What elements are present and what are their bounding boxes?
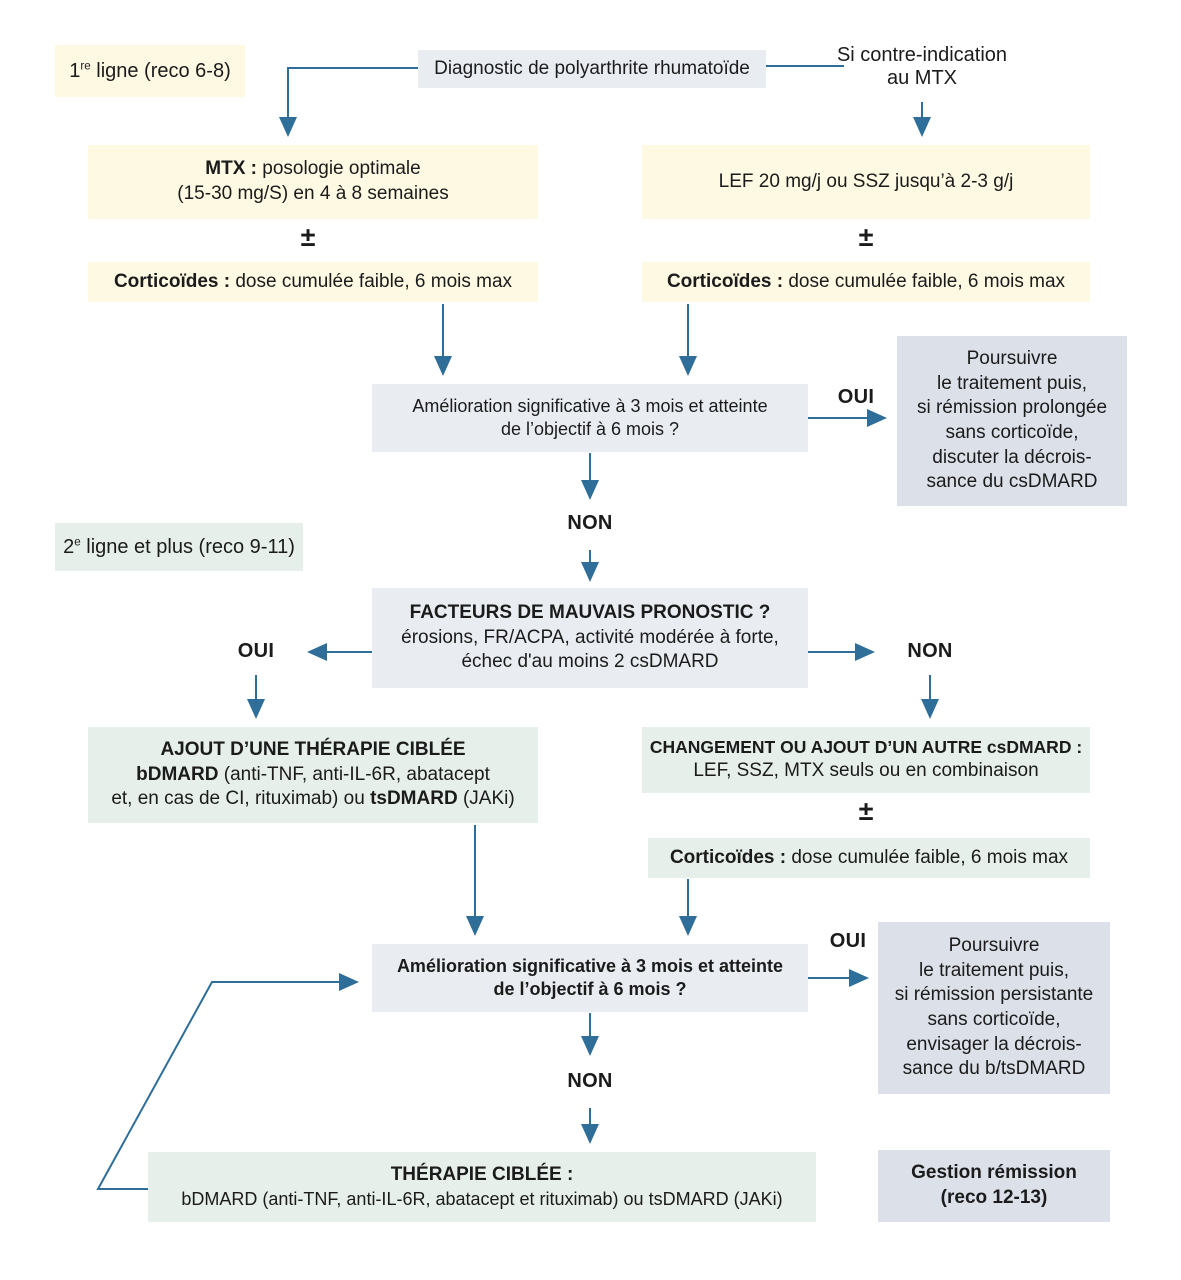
targeted-add-line3: et, en cas de CI, rituximab) ou tsDMARD (JAKi): [111, 788, 515, 810]
corticosteroid-box-3: [648, 838, 1090, 878]
csdmard-change-box: [642, 727, 1090, 793]
continue2-line: le traitement puis,: [919, 959, 1069, 981]
contraindication-line2: au MTX: [886, 67, 958, 89]
plus-minus-3: ±: [858, 796, 874, 826]
plus-minus-2: ±: [858, 222, 874, 252]
continue1-line: Poursuivre: [966, 347, 1058, 369]
prognostic-line2: érosions, FR/ACPA, activité modérée à forte,: [401, 626, 779, 648]
non-label-3: NON: [567, 1070, 613, 1092]
edge-diagnostic-to-mtx: [288, 68, 420, 134]
csdmard-change-title: CHANGEMENT OU AJOUT D’UN AUTRE csDMARD :: [649, 737, 1083, 758]
corticosteroid-box-1: [88, 262, 538, 302]
mtx-line1: MTX : posologie optimale: [205, 158, 421, 180]
decision2-line1: Amélioration significative à 3 mois et atteinte: [396, 955, 784, 976]
continue2-line: sans corticoïde,: [927, 1009, 1061, 1030]
targeted-therapy-box: [148, 1152, 816, 1222]
lef-text: LEF 20 mg/j ou SSZ jusqu’à 2-3 g/j: [718, 170, 1014, 192]
stage1-label: [55, 45, 245, 97]
remission-line1: Gestion rémission: [911, 1162, 1077, 1184]
targeted-add-line2: bDMARD (anti-TNF, anti-IL-6R, abatacept: [136, 763, 490, 785]
continue2-line: si rémission persistante: [894, 984, 1094, 1006]
targeted-therapy-title: THÉRAPIE CIBLÉE :: [390, 1163, 574, 1185]
continue2-line: Poursuivre: [948, 934, 1040, 956]
mtx-box: [88, 145, 538, 219]
oui-label-2: OUI: [237, 640, 275, 662]
contraindication-note: [822, 44, 1022, 90]
stage2-label: [55, 523, 303, 571]
diagnostic-box: [418, 50, 766, 88]
decision-box-2: [372, 944, 808, 1012]
oui-label-3: OUI: [829, 930, 867, 952]
prognostic-line3: échec d'au moins 2 csDMARD: [461, 651, 719, 673]
corticosteroid-box-2: [642, 262, 1090, 302]
continue1-line: sans corticoïde,: [945, 422, 1079, 443]
continue2-line: sance du b/tsDMARD: [902, 1058, 1086, 1080]
targeted-therapy-add-box: [88, 727, 538, 823]
csdmard-change-line2: LEF, SSZ, MTX seuls ou en combinaison: [693, 760, 1039, 782]
targeted-therapy-line2: bDMARD (anti-TNF, anti-IL-6R, abatacept et rituximab) ou tsDMARD (JAKi): [181, 1188, 783, 1209]
continue1-line: si rémission prolongée: [916, 397, 1108, 419]
decision-box-1: [372, 384, 808, 452]
decision1-line2: de l’objectif à 6 mois ?: [500, 419, 680, 439]
continue1-line: le traitement puis,: [937, 372, 1087, 394]
prognostic-title: FACTEURS DE MAUVAIS PRONOSTIC ?: [409, 601, 771, 623]
stage1-label-text: 1re ligne (reco 6-8): [69, 59, 231, 82]
non-label-1: NON: [567, 512, 613, 534]
targeted-add-title: AJOUT D’UNE THÉRAPIE CIBLÉE: [160, 738, 466, 760]
corticosteroid-2-text: Corticoïdes : dose cumulée faible, 6 mois max: [666, 270, 1066, 292]
plus-minus-1: ±: [300, 222, 316, 252]
remission-management-box: [878, 1150, 1110, 1222]
continue1-line: sance du csDMARD: [926, 471, 1098, 493]
continue-treatment-box-1: [897, 336, 1127, 506]
corticosteroid-3-text: Corticoïdes : dose cumulée faible, 6 mois max: [669, 846, 1069, 868]
oui-label-1: OUI: [837, 386, 875, 408]
stage2-label-text: 2e ligne et plus (reco 9-11): [63, 535, 295, 558]
diagnostic-text: Diagnostic de polyarthrite rhumatoïde: [434, 57, 750, 79]
mtx-line2: (15-30 mg/S) en 4 à 8 semaines: [177, 183, 449, 204]
continue-treatment-box-2: [878, 922, 1110, 1094]
lef-box: [642, 145, 1090, 219]
prognostic-factors-box: [372, 588, 808, 688]
decision1-line1: Amélioration significative à 3 mois et atteinte: [412, 395, 768, 416]
remission-line2: (reco 12-13): [940, 1187, 1048, 1208]
corticosteroid-1-text: Corticoïdes : dose cumulée faible, 6 mois max: [113, 270, 513, 292]
decision2-line2: de l’objectif à 6 mois ?: [493, 979, 687, 999]
continue1-line: discuter la décrois-: [932, 446, 1092, 468]
non-label-2: NON: [907, 640, 953, 662]
contraindication-line1: Si contre-indication: [836, 44, 1008, 66]
continue2-line: envisager la décrois-: [906, 1033, 1082, 1055]
